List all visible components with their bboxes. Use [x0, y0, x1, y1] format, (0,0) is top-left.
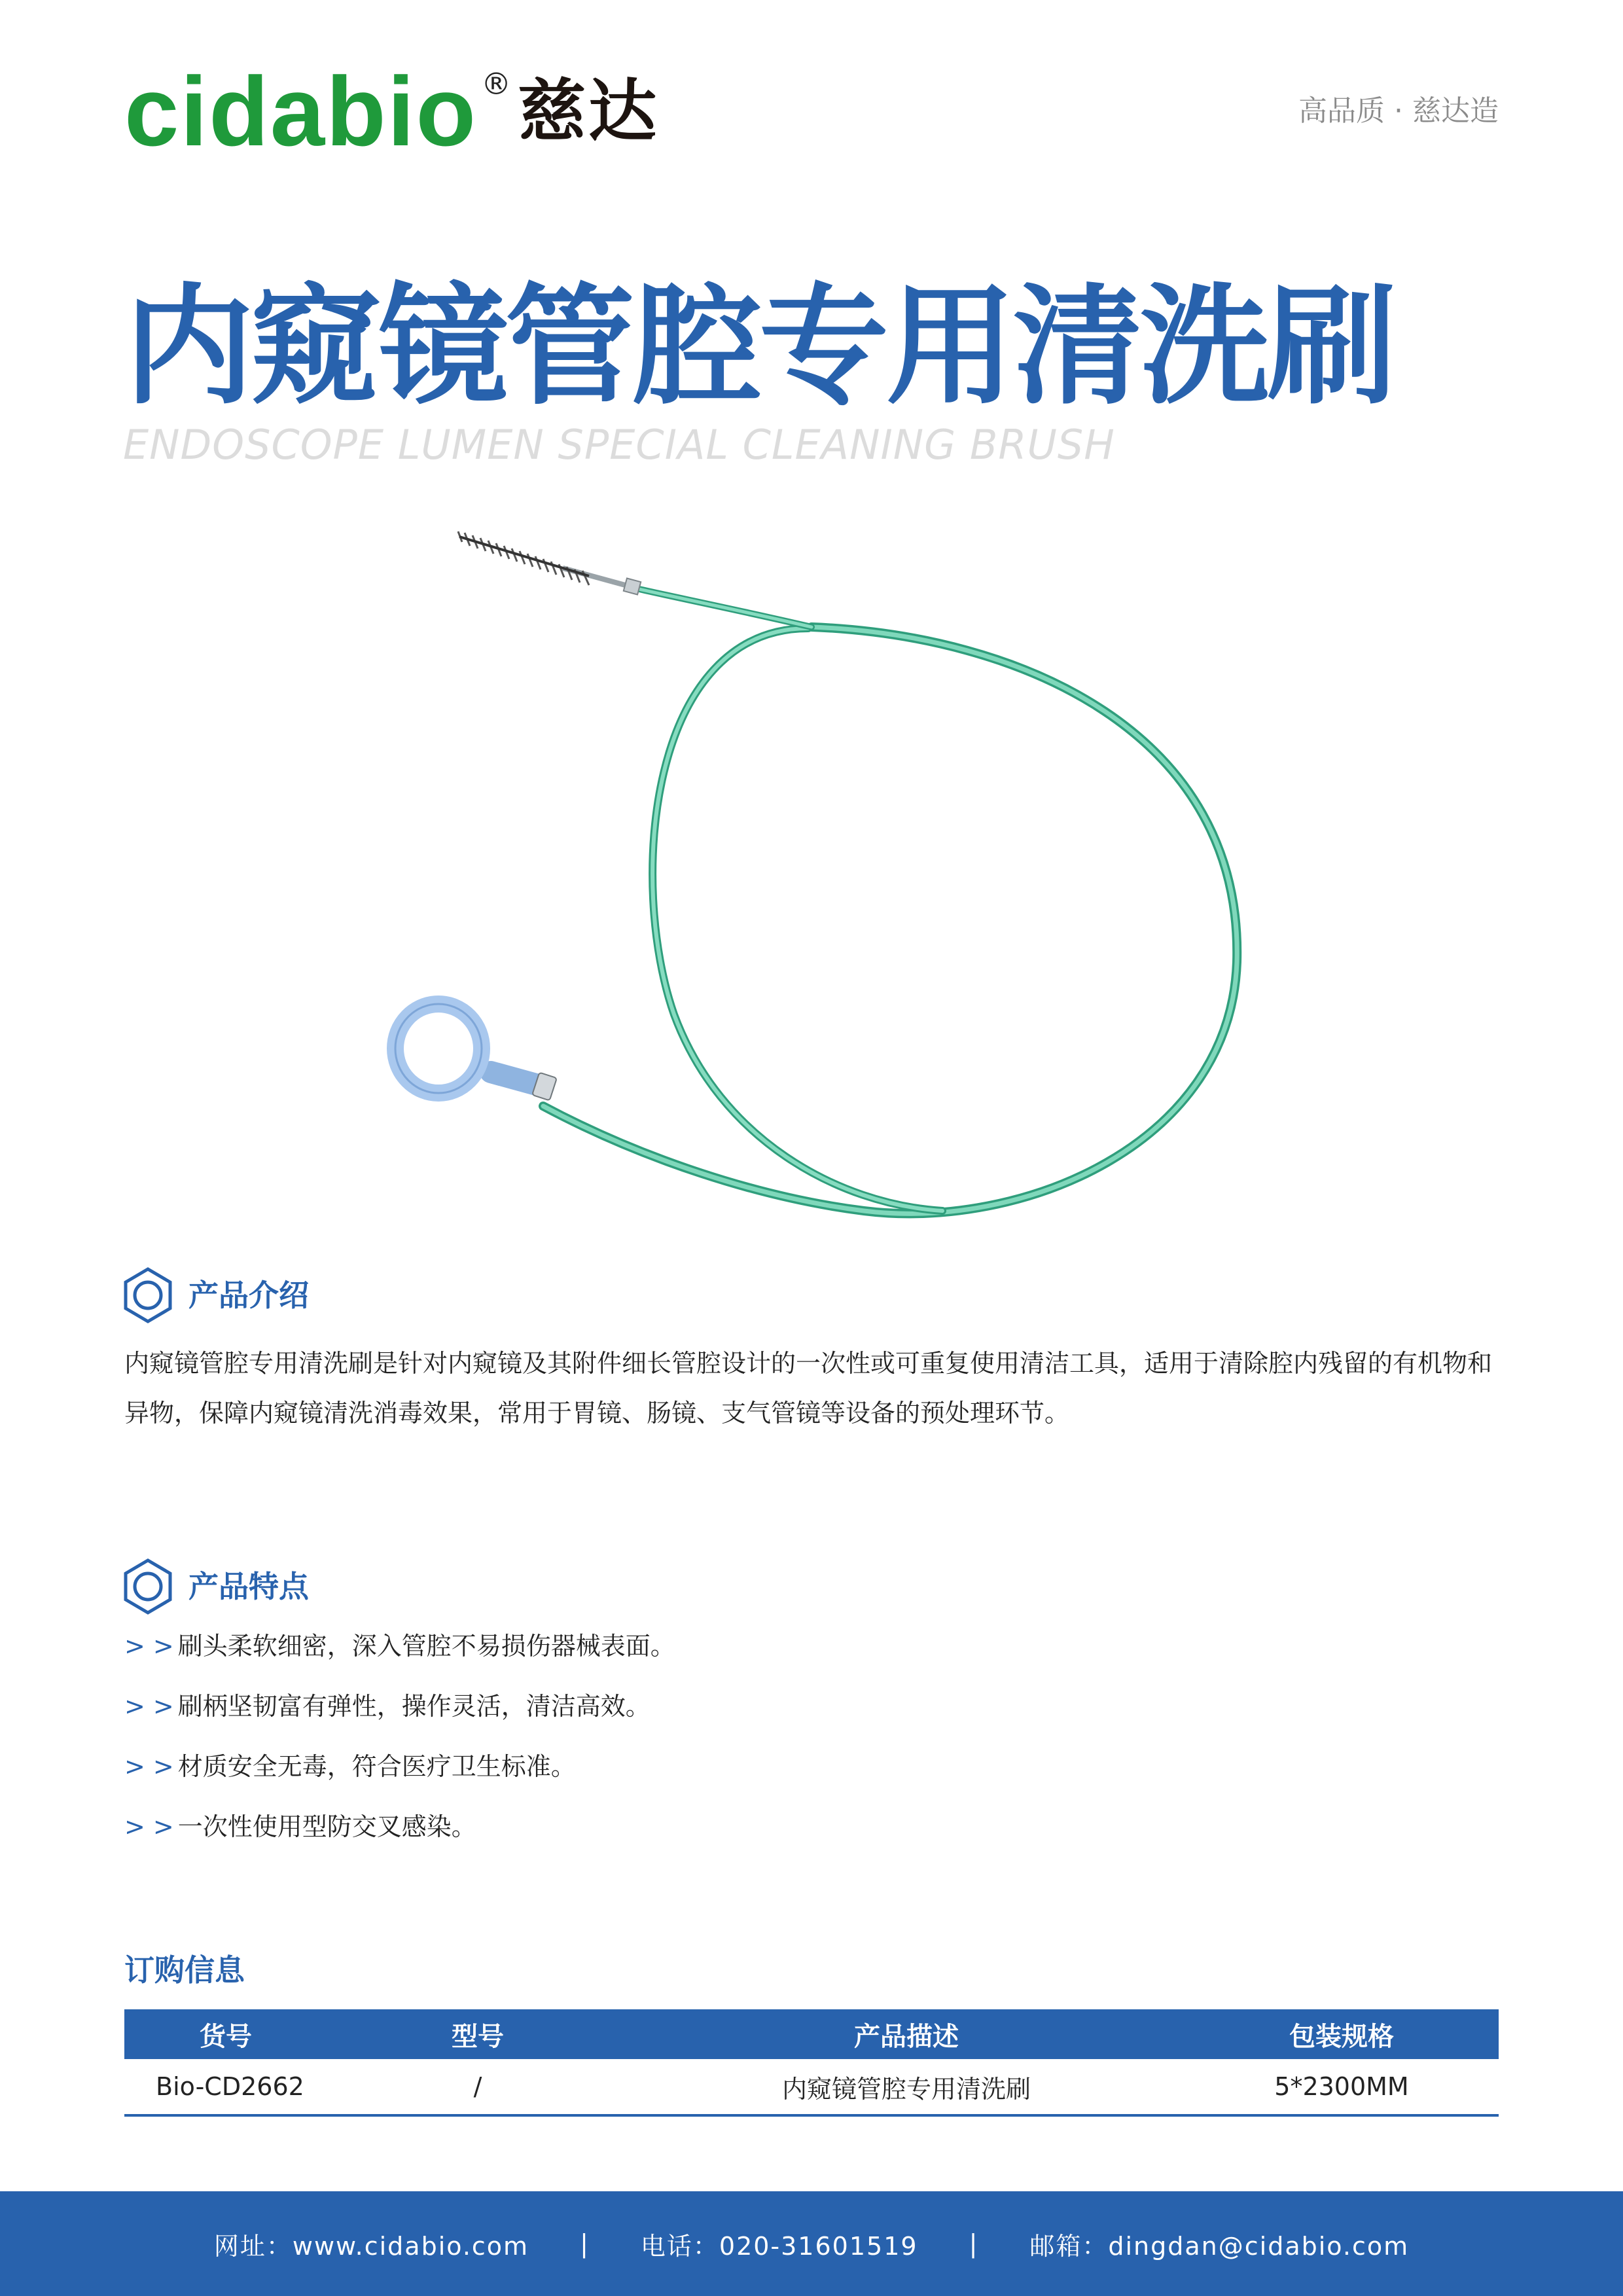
bullet-arrow: > > — [124, 1632, 174, 1660]
logo-wordmark: cidabio — [124, 56, 478, 166]
order-table — [124, 2009, 1499, 2117]
bullet-arrow: > > — [124, 1752, 174, 1781]
feature-item — [124, 1810, 675, 1871]
handle-ring — [395, 1004, 557, 1100]
brush-tube — [543, 586, 1237, 1213]
column-header-description: 产品描述 — [628, 2009, 1185, 2059]
feature-item — [124, 1630, 675, 1690]
feature-item — [124, 1750, 675, 1810]
table-row — [124, 2059, 1499, 2115]
section-intro-title: 产品介绍 — [188, 1278, 309, 1313]
hexagon-icon — [122, 1558, 174, 1615]
footer-website: 网址：www.cidabio.com — [213, 2231, 529, 2261]
section-features-title: 产品特点 — [188, 1569, 309, 1604]
section-intro-header — [122, 1266, 309, 1324]
page-title: 内窥镜管腔专用清洗刷 — [124, 271, 1394, 422]
footer-contact-bar — [0, 2191, 1623, 2296]
intro-paragraph: 内窥镜管腔专用清洗刷是针对内窥镜及其附件细长管腔设计的一次性或可重复使用清洁工具，适用于清除腔内残留的有机物和异物，保障内窥镜清洗消毒效果，常用于胃镜、肠镜、支气管镜等设备的预处理环节。 — [124, 1349, 1493, 1427]
slogan: 高品质 · 慈达造 — [1298, 94, 1499, 128]
cell-description: 内窥镜管腔专用清洗刷 — [628, 2059, 1185, 2115]
column-header-item-no: 货号 — [124, 2009, 327, 2059]
page-subtitle-english: ENDOSCOPE LUMEN SPECIAL CLEANING BRUSH — [123, 421, 1115, 469]
brush-head — [458, 531, 589, 585]
feature-text: 刷柄坚韧富有弹性，操作灵活，清洁高效。 — [177, 1692, 651, 1721]
footer-email: 邮箱：dingdan@cidabio.com — [1029, 2231, 1410, 2261]
feature-text: 材质安全无毒，符合医疗卫生标准。 — [177, 1752, 576, 1781]
features-list — [124, 1630, 675, 1871]
section-features-header — [122, 1558, 309, 1615]
cell-model: / — [327, 2059, 628, 2115]
bullet-arrow: > > — [124, 1812, 174, 1841]
column-header-package: 包装规格 — [1185, 2009, 1499, 2059]
product-image-cleaning-brush — [366, 517, 1283, 1237]
feature-text: 刷头柔软细密，深入管腔不易损伤器械表面。 — [177, 1632, 675, 1660]
table-header-row — [124, 2009, 1499, 2059]
order-info-title: 订购信息 — [124, 1952, 245, 1988]
footer-phone: 电话：020-31601519 — [640, 2231, 918, 2261]
brand-logo — [124, 56, 660, 166]
feature-item — [124, 1690, 675, 1750]
logo-chinese-name: 慈达 — [518, 71, 660, 151]
footer-separator: | — [969, 2229, 979, 2258]
bullet-arrow: > > — [124, 1692, 174, 1721]
feature-text: 一次性使用型防交叉感染。 — [177, 1812, 476, 1841]
hexagon-icon — [122, 1266, 174, 1324]
cell-package: 5*2300MM — [1185, 2059, 1499, 2115]
registered-mark: ® — [481, 66, 512, 101]
footer-separator: | — [580, 2229, 590, 2258]
cell-item-no: Bio-CD2662 — [124, 2059, 327, 2115]
column-header-model: 型号 — [327, 2009, 628, 2059]
